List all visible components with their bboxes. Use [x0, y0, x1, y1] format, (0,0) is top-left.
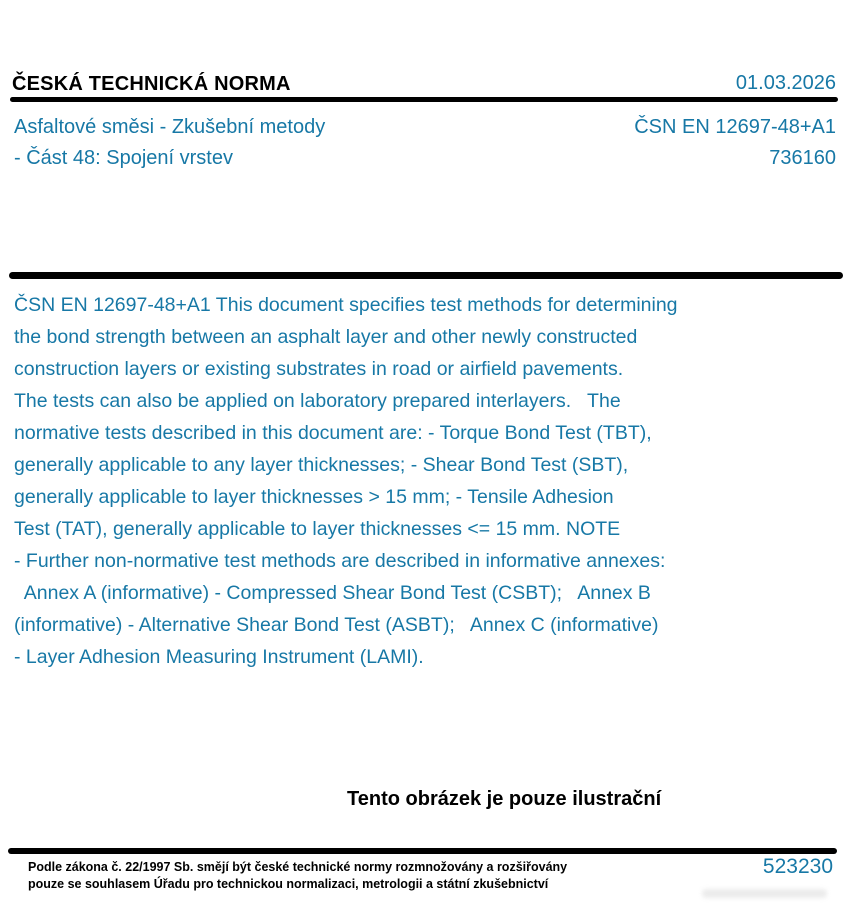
catalog-class-number: 736160: [769, 147, 836, 169]
abstract-line: construction layers or existing substrates in road or airfield pavements.: [14, 358, 624, 380]
print-artifact: [702, 889, 827, 898]
abstract-line: the bond strength between an asphalt layer and other newly constructed: [14, 326, 638, 348]
order-number: 523230: [762, 855, 833, 878]
section-divider: [9, 272, 843, 279]
standard-subtitle-line2: - Část 48: Spojení vrstev: [14, 147, 233, 169]
abstract-line: generally applicable to any layer thicknesses; - Shear Bond Test (SBT),: [14, 454, 629, 476]
publication-date: 01.03.2026: [735, 72, 836, 94]
page-title: ČESKÁ TECHNICKÁ NORMA: [12, 73, 291, 95]
legal-notice-line1: Podle zákona č. 22/1997 Sb. smějí být české technické normy rozmnožovány a rozšiřovány: [28, 860, 568, 874]
abstract-line: ČSN EN 12697-48+A1 This document specifies test methods for determining: [14, 294, 678, 316]
standard-subtitle-line1: Asfaltové směsi - Zkušební metody: [14, 116, 326, 138]
abstract-line: Test (TAT), generally applicable to layer thicknesses <= 15 mm. NOTE: [14, 518, 621, 540]
abstract-line: Annex A (informative) - Compressed Shear Bond Test (CSBT); Annex B: [14, 582, 651, 604]
abstract-line: - Further non-normative test methods are described in informative annexes:: [14, 550, 666, 572]
legal-notice: [28, 859, 567, 893]
abstract-line: generally applicable to layer thicknesses > 15 mm; - Tensile Adhesion: [14, 486, 614, 508]
header-divider: [10, 97, 838, 102]
abstract-line: (informative) - Alternative Shear Bond Test (ASBT); Annex C (informative): [14, 614, 659, 636]
illustration-disclaimer: Tento obrázek je pouze ilustrační: [347, 788, 662, 810]
abstract-line: The tests can also be applied on laboratory prepared interlayers. The: [14, 390, 621, 412]
legal-notice-line2: pouze se souhlasem Úřadu pro technickou normalizaci, metrologii a státní zkušebnictví: [28, 877, 549, 891]
abstract-line: - Layer Adhesion Measuring Instrument (LAMI).: [14, 646, 424, 668]
abstract-text: [14, 289, 814, 673]
abstract-line: normative tests described in this document are: - Torque Bond Test (TBT),: [14, 422, 652, 444]
footer-divider: [8, 848, 837, 854]
standard-code: ČSN EN 12697-48+A1: [634, 116, 836, 138]
